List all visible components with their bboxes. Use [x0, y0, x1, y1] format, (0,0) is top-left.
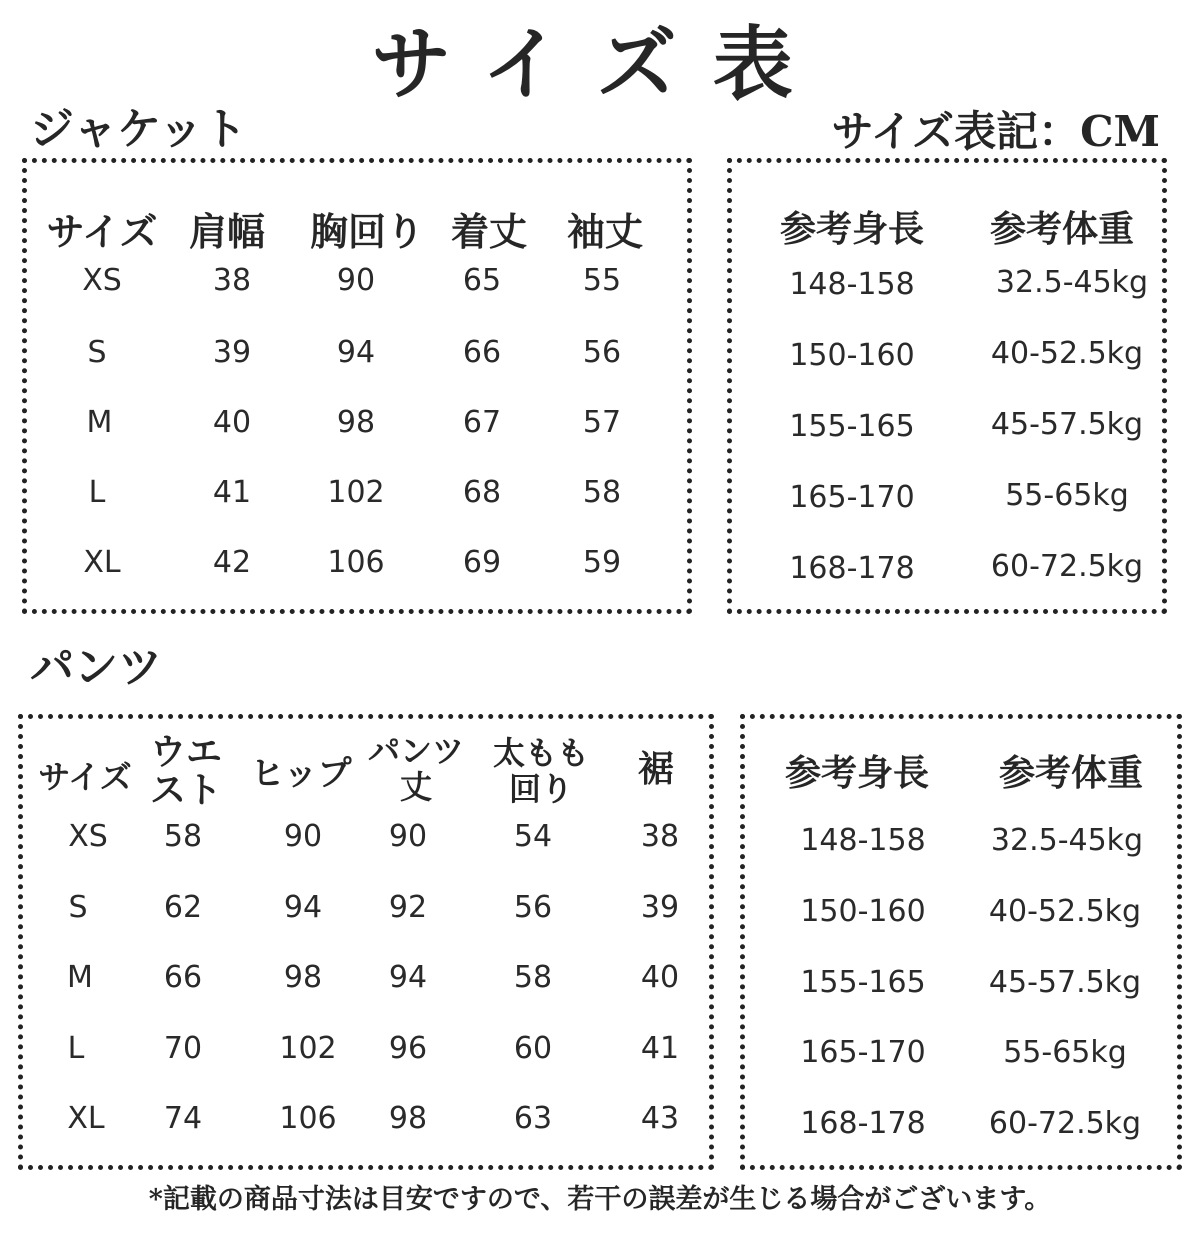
jacket-cell: 90	[336, 263, 376, 298]
pants-ref-cell: 40-52.5kg	[988, 894, 1142, 929]
jacket-cell: 106	[327, 545, 385, 580]
pants-ref-cell: 168-178	[800, 1106, 926, 1141]
jacket-header-shoulder: 肩幅	[188, 209, 265, 254]
pants-cell: 70	[163, 1031, 203, 1066]
pants-cell: 60	[513, 1031, 553, 1066]
jacket-cell: 55	[582, 263, 622, 298]
jacket-cell: M	[86, 405, 113, 440]
jacket-header-chest: 胸回り	[309, 209, 424, 254]
pants-ref-header-weight: 参考体重	[998, 752, 1143, 794]
pants-cell: M	[67, 960, 93, 995]
pants-cell: 96	[388, 1031, 428, 1066]
pants-cell: 94	[283, 890, 323, 925]
jacket-ref-header-weight: 参考体重	[989, 208, 1134, 250]
jacket-cell: 56	[582, 335, 622, 370]
jacket-cell: 40	[212, 405, 252, 440]
pants-cell: 41	[640, 1031, 680, 1066]
pants-cell: 63	[513, 1101, 553, 1136]
jacket-cell: 58	[582, 475, 622, 510]
jacket-cell: 66	[462, 335, 502, 370]
jacket-ref-cell: 40-52.5kg	[990, 336, 1144, 371]
jacket-ref-cell: 45-57.5kg	[990, 407, 1144, 442]
unit-label: サイズ表記：CM	[831, 107, 1160, 156]
pants-cell: 66	[163, 960, 203, 995]
pants-header-waist: ウエ スト	[149, 731, 222, 811]
jacket-size-table	[22, 158, 692, 614]
pants-cell: 38	[640, 819, 680, 854]
jacket-cell: S	[87, 335, 107, 370]
pants-reference-table	[740, 714, 1182, 1170]
pants-cell: 40	[640, 960, 680, 995]
jacket-cell: XL	[83, 545, 121, 580]
pants-cell: 90	[283, 819, 323, 854]
jacket-section-label: ジャケット	[30, 104, 247, 155]
pants-cell: 74	[163, 1101, 203, 1136]
pants-cell: 106	[279, 1101, 337, 1136]
jacket-ref-cell: 165-170	[789, 480, 915, 515]
jacket-ref-cell: 55-65kg	[1005, 478, 1129, 513]
pants-cell: S	[68, 890, 88, 925]
pants-cell: XS	[68, 819, 108, 854]
pants-ref-cell: 60-72.5kg	[988, 1106, 1142, 1141]
pants-ref-header-height: 参考身長	[784, 752, 929, 794]
pants-cell: 102	[279, 1031, 337, 1066]
jacket-cell: 59	[582, 545, 622, 580]
jacket-cell: 41	[212, 475, 252, 510]
pants-header-hem: 裾	[637, 748, 674, 790]
pants-header-hip: ヒップ	[250, 754, 352, 794]
pants-cell: 58	[513, 960, 553, 995]
pants-size-table	[18, 714, 714, 1170]
pants-ref-cell: 32.5-45kg	[990, 823, 1144, 858]
jacket-ref-cell: 150-160	[789, 338, 915, 373]
jacket-cell: 69	[462, 545, 502, 580]
jacket-cell: 98	[336, 405, 376, 440]
jacket-ref-cell: 32.5-45kg	[995, 265, 1149, 300]
pants-cell: 98	[388, 1101, 428, 1136]
pants-ref-cell: 150-160	[800, 894, 926, 929]
pants-ref-cell: 45-57.5kg	[988, 965, 1142, 1000]
pants-cell: 54	[513, 819, 553, 854]
jacket-cell: 42	[212, 545, 252, 580]
page-title: サイズ表	[371, 17, 829, 111]
jacket-ref-cell: 148-158	[789, 267, 915, 302]
jacket-reference-table	[727, 158, 1167, 614]
pants-cell: 92	[388, 890, 428, 925]
jacket-ref-cell: 60-72.5kg	[990, 549, 1144, 584]
pants-header-size: サイズ	[38, 758, 132, 796]
pants-ref-cell: 55-65kg	[1003, 1035, 1127, 1070]
jacket-cell: 57	[582, 405, 622, 440]
pants-cell: 56	[513, 890, 553, 925]
pants-cell: L	[67, 1031, 85, 1066]
jacket-cell: 94	[336, 335, 376, 370]
jacket-cell: L	[88, 475, 106, 510]
pants-cell: 58	[163, 819, 203, 854]
pants-ref-cell: 148-158	[800, 823, 926, 858]
jacket-cell: 38	[212, 263, 252, 298]
jacket-cell: XS	[82, 263, 122, 298]
jacket-ref-cell: 168-178	[789, 551, 915, 586]
pants-ref-cell: 155-165	[800, 965, 926, 1000]
pants-cell: 39	[640, 890, 680, 925]
jacket-cell: 67	[462, 405, 502, 440]
pants-cell: XL	[67, 1101, 105, 1136]
jacket-cell: 102	[327, 475, 385, 510]
jacket-cell: 65	[462, 263, 502, 298]
pants-section-label: パンツ	[30, 642, 162, 693]
disclaimer-note: *記載の商品寸法は目安ですので、若干の誤差が生じる場合がございます。	[148, 1184, 1052, 1215]
pants-cell: 94	[388, 960, 428, 995]
jacket-header-sleeve: 袖丈	[566, 209, 643, 254]
jacket-cell: 68	[462, 475, 502, 510]
jacket-ref-header-height: 参考身長	[779, 208, 924, 250]
jacket-header-length: 着丈	[450, 209, 527, 254]
pants-cell: 98	[283, 960, 323, 995]
pants-cell: 90	[388, 819, 428, 854]
pants-header-thigh: 太もも 回り	[492, 734, 589, 808]
pants-cell: 43	[640, 1101, 680, 1136]
pants-ref-cell: 165-170	[800, 1035, 926, 1070]
jacket-cell: 39	[212, 335, 252, 370]
pants-header-length: パンツ 丈	[367, 732, 464, 806]
jacket-ref-cell: 155-165	[789, 409, 915, 444]
pants-cell: 62	[163, 890, 203, 925]
jacket-header-size: サイズ	[46, 209, 158, 254]
